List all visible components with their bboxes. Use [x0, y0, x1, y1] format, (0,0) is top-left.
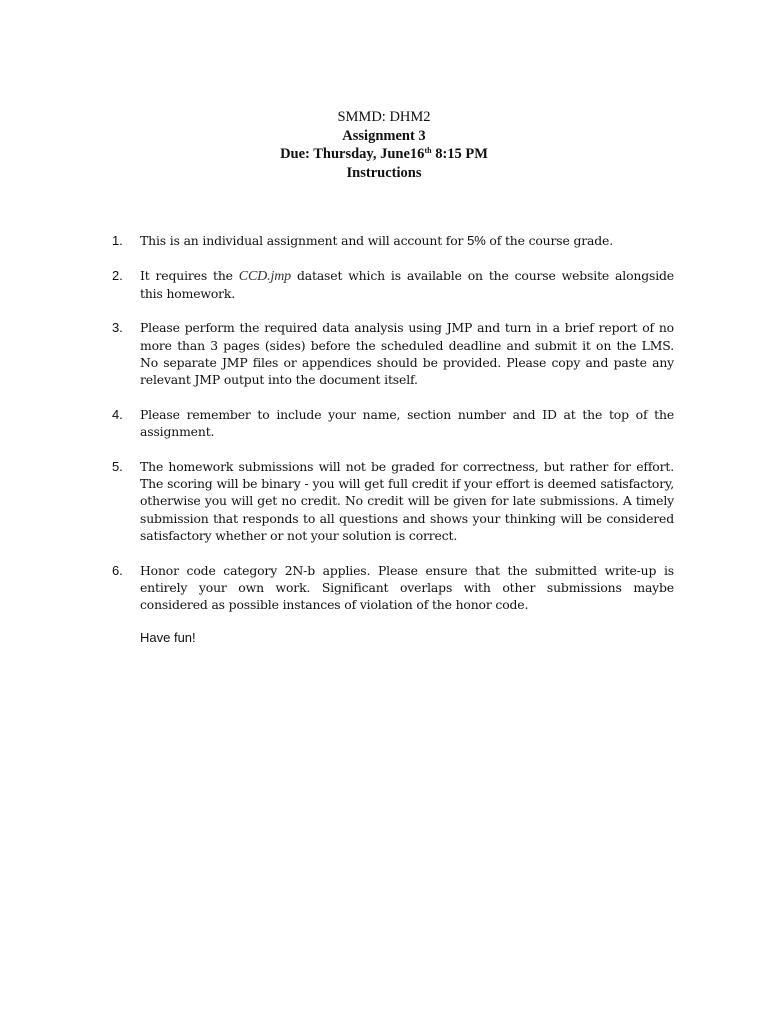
list-item-number: 1.: [112, 233, 123, 248]
instructions-list: [112, 232, 674, 631]
list-item: [112, 232, 674, 249]
assignment-title: Assignment 3: [342, 127, 426, 144]
document-header: [0, 108, 768, 182]
grade-percentage: 5%: [467, 233, 486, 248]
dataset-name: CCD.jmp: [238, 268, 292, 284]
due-date: [0, 145, 768, 164]
list-item-text: The homework submissions will not be graded for correctness, but rather for effort. The scoring will be binary - you will get full credit if your effort is deemed satisfactory, otherwise you will get no credit. No credit will be given for late submissions. A timely submission that responds to all questions and shows your thinking will be considered satisfactory whether or not your solution is correct.: [140, 458, 674, 544]
list-item-text: It requires the: [140, 267, 239, 283]
course-title: SMMD: DHM2: [337, 109, 431, 125]
list-item-number: 3.: [112, 320, 123, 336]
due-date-prefix: Due: Thursday, June16: [280, 146, 425, 162]
due-date-time: 8:15 PM: [431, 146, 488, 162]
closing-remark: Have fun!: [140, 630, 196, 645]
list-item-number: 6.: [112, 562, 123, 578]
list-item: [112, 458, 674, 544]
list-item-text: dataset which is available on the course website alongside this homework.: [140, 267, 674, 301]
due-date-ordinal: th: [424, 146, 432, 155]
list-item: [112, 406, 674, 441]
list-item-text: Honor code category 2N-b applies. Please ensure that the submitted write-up is entirely your own work. Significant overlaps with other submissions maybe considered as possible instances of violation of the honor code.: [140, 562, 674, 613]
list-item-text: This is an individual assignment and will account for: [140, 233, 468, 248]
list-item-number: 5.: [112, 458, 123, 474]
list-item: [112, 562, 674, 614]
list-item-text: Please remember to include your name, section number and ID at the top of the assignment.: [140, 406, 674, 440]
list-item-text: Please perform the required data analysis using JMP and turn in a brief report of no more than 3 pages (sides) before the scheduled deadline and submit it on the LMS. No separate JMP files or appendices should be provided. Please copy and paste any relevant JMP output into the document itself.: [140, 320, 674, 388]
list-item: [112, 267, 674, 303]
instructions-heading: Instructions: [346, 164, 422, 181]
list-item-number: 4.: [112, 406, 123, 422]
list-item-text: of the course grade.: [485, 233, 614, 248]
list-item: [112, 319, 674, 388]
list-item-number: 2.: [112, 267, 123, 283]
